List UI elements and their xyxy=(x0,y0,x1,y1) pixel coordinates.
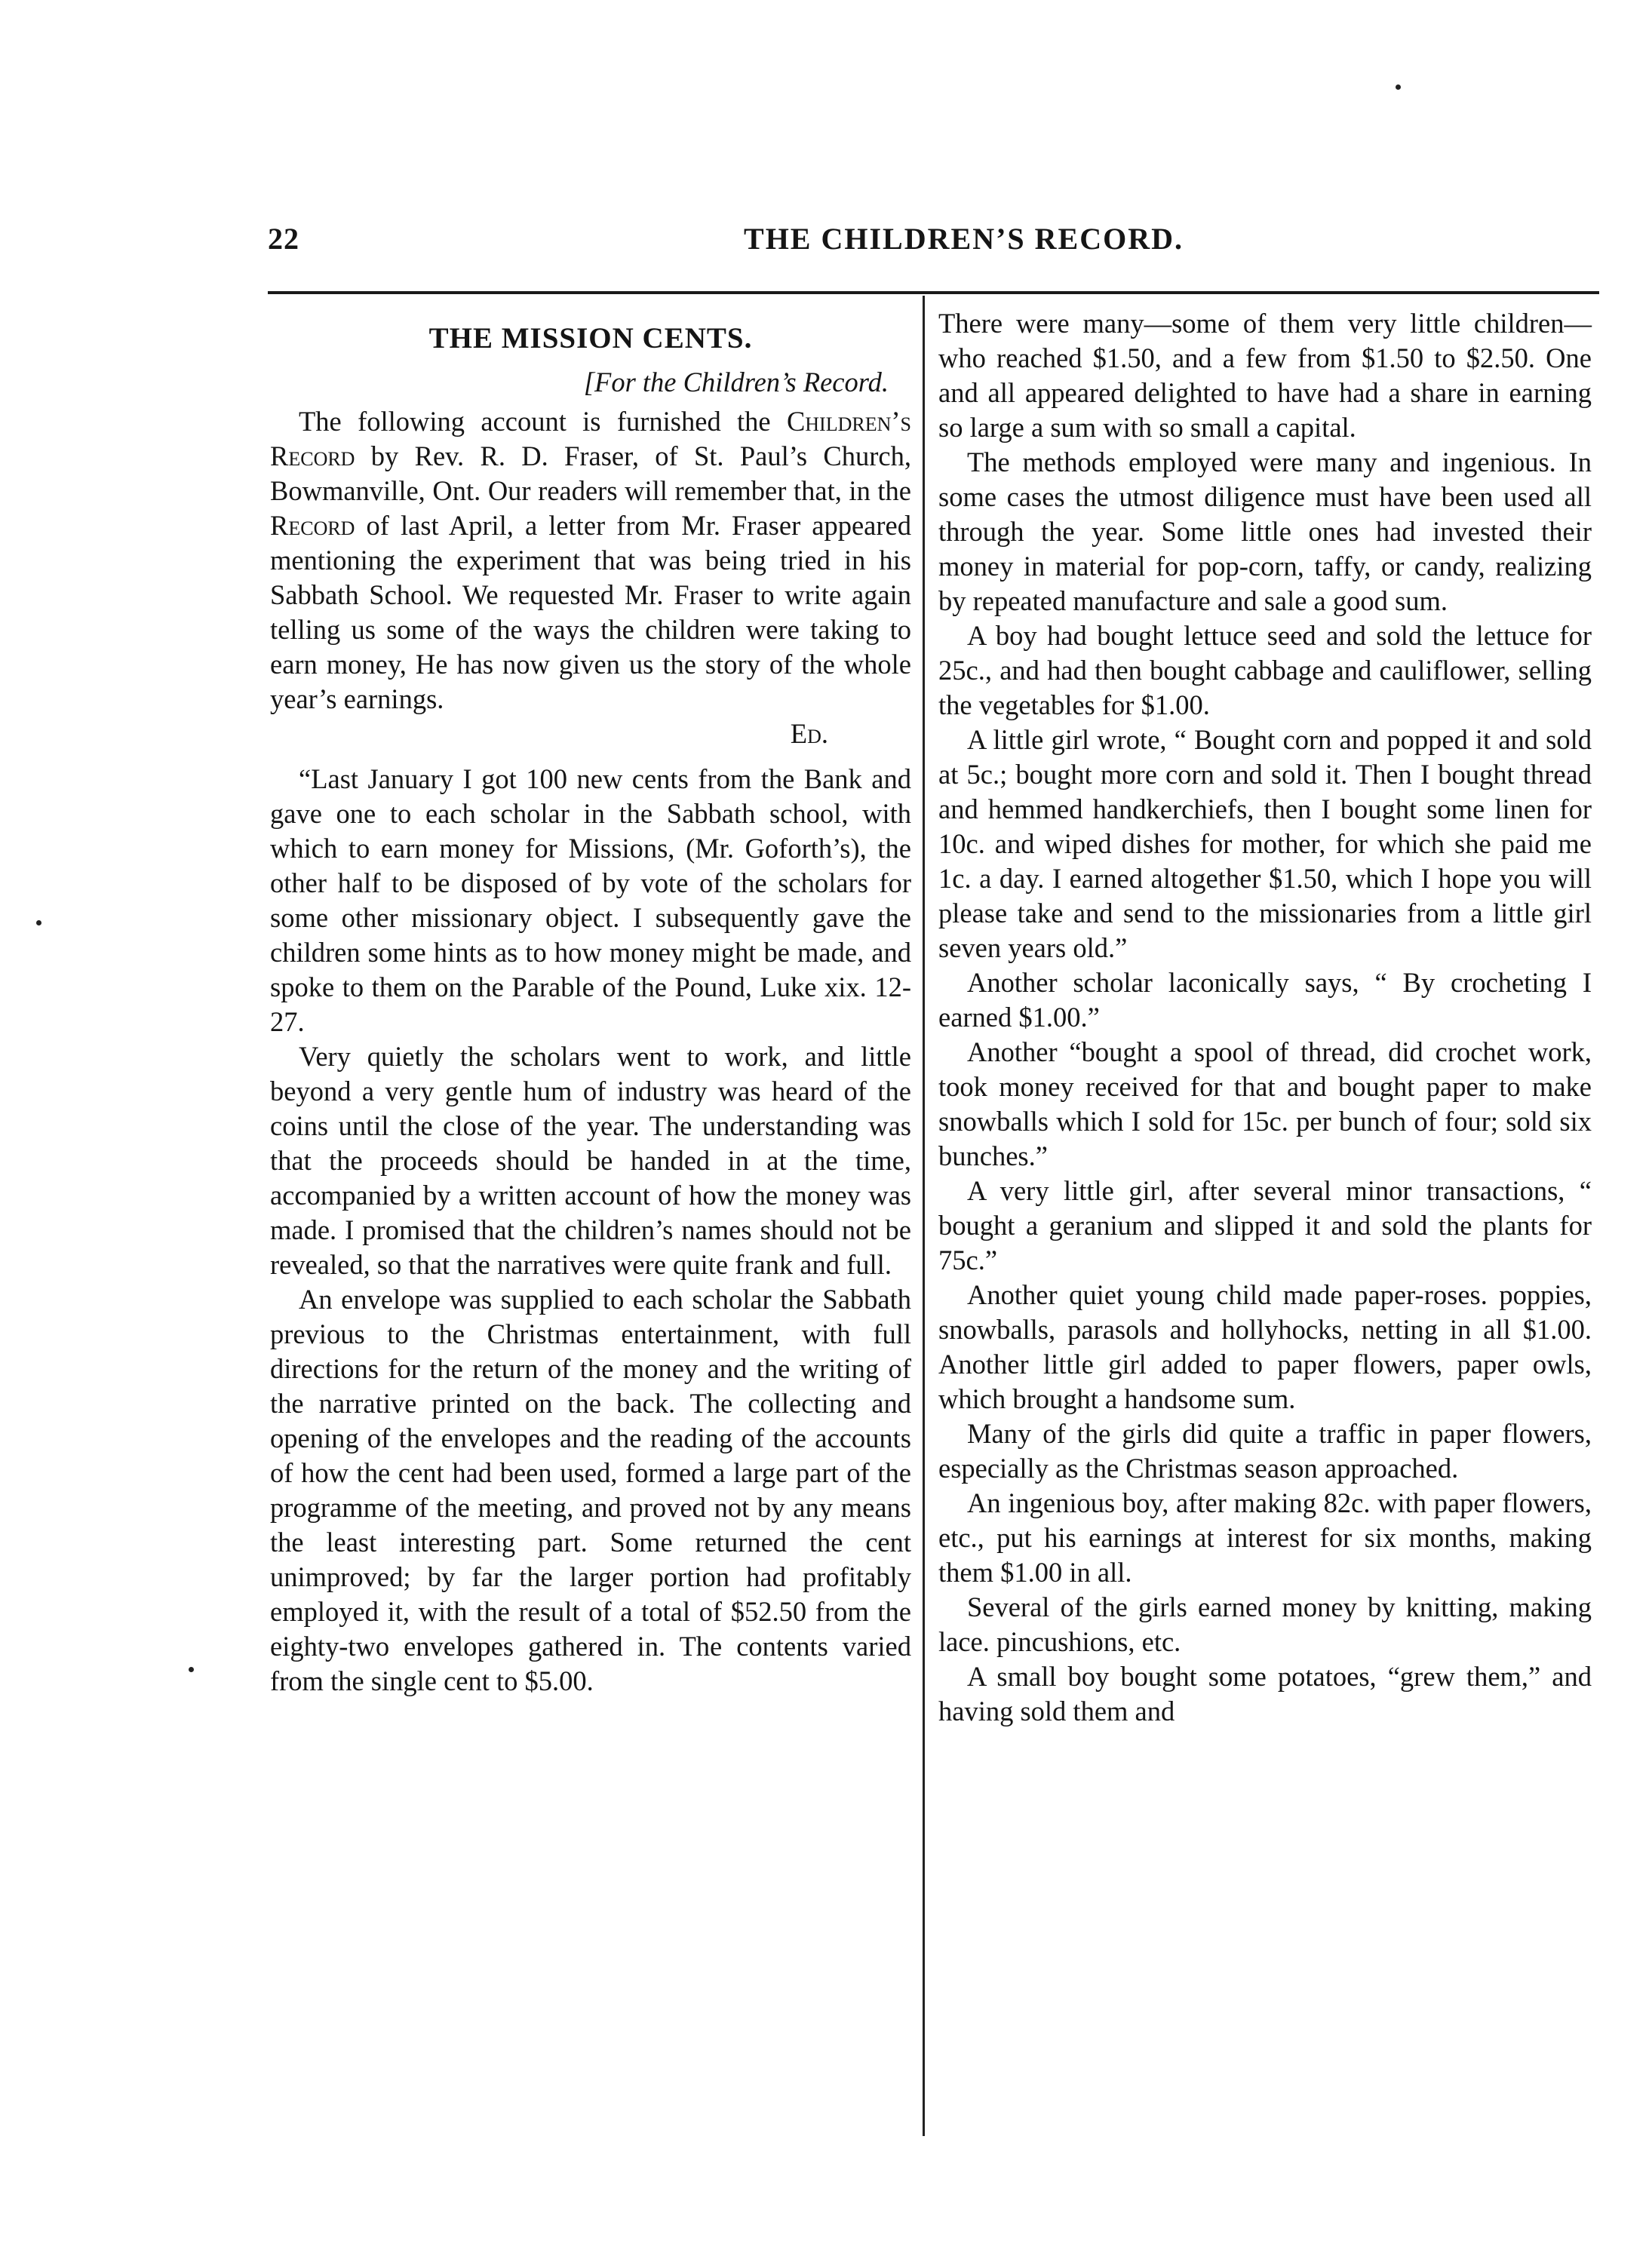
page-number: 22 xyxy=(268,222,299,256)
body-paragraph: A small boy bought some potatoes, “grew them,” and having sold them and xyxy=(938,1661,1592,1726)
intro-record-name: Record xyxy=(270,510,355,541)
right-column xyxy=(938,306,1592,1729)
intro-text-2: by Rev. R. D. Fraser, of St. Paul’s Church, Bowmanville, Ont. Our readers will remember that, in the xyxy=(270,440,911,506)
intro-text-1: The following account is furnished the xyxy=(299,406,787,437)
body-paragraph: “Last January I got 100 new cents from the Bank and gave one to each scholar in the Sabbath school, with which to earn money for Missions, (Mr. Goforth’s), the other half to be disposed of by vote of the scholars for some other missionary object. I subsequently gave the children some hints as to how money might be made, and spoke to them on the Parable of the Pound, Luke xix. 12-27. xyxy=(270,763,911,1037)
left-column xyxy=(270,306,911,1699)
body-paragraph: Several of the girls earned money by knitting, making lace. pincushions, etc. xyxy=(938,1591,1592,1657)
body-paragraph: A little girl wrote, “ Bought corn and popped it and sold at 5c.; bought more corn and sold it. Then I bought thread and hemmed handkerchiefs, then I bought some linen for 10c. and wiped dishes for mother, for which she paid me 1c. a day. I earned altogether $1.50, which I hope you will please take and send to the missionaries from a little girl seven years old.” xyxy=(938,724,1592,963)
body-paragraph: Many of the girls did quite a traffic in paper flowers, especially as the Christmas season approached. xyxy=(938,1418,1592,1484)
running-title: THE CHILDREN’S RECORD. xyxy=(744,222,1184,256)
editor-signature: Ed. xyxy=(790,718,828,749)
body-paragraph: Another “bought a spool of thread, did crochet work, took money received for that and bought paper to make snowballs which I sold for 15c. per bunch of four; sold six bunches.” xyxy=(938,1036,1592,1171)
article-title: THE MISSION CENTS. xyxy=(428,322,753,355)
page-header xyxy=(268,221,1599,266)
body-paragraph: There were many—some of them very little children—who reached $1.50, and a few from $1.50 to $2.50. One and all appeared delighted to have had a share in earning so large a sum with so small a capital. xyxy=(938,308,1592,443)
article-byline: [For the Children’s Record. xyxy=(583,367,889,397)
intro-text-3: of last April, a letter from Mr. Fraser appeared mentioning the experiment that was being tried in his Sabbath School. We requested Mr. Fraser to write again telling us some of the ways the children were taking to earn money, He has now given us the story of the whole year’s earnings. xyxy=(270,510,911,714)
ink-speck xyxy=(36,920,41,925)
ink-speck xyxy=(189,1667,194,1672)
body-paragraph: Another scholar laconically says, “ By crocheting I earned $1.00.” xyxy=(938,967,1592,1033)
body-paragraph: An ingenious boy, after making 82c. with paper flowers, etc., put his earnings at interest for six months, making them $1.00 in all. xyxy=(938,1487,1592,1588)
header-rule xyxy=(268,291,1599,294)
body-paragraph: The methods employed were many and ingenious. In some cases the utmost diligence must have been used all through the year. Some little ones had invested their money in material for pop-corn, taffy, or candy, realizing by repeated manufacture and sale a good sum. xyxy=(938,447,1592,616)
body-paragraph: Another quiet young child made paper-roses. poppies, snowballs, parasols and hollyhocks, netting in all $1.00. Another little girl added to paper flowers, paper owls, which brought a handsome sum. xyxy=(938,1279,1592,1414)
body-paragraph: A very little girl, after several minor transactions, “ bought a geranium and slipped it and sold the plants for 75c.” xyxy=(938,1175,1592,1275)
body-paragraph: Very quietly the scholars went to work, and little beyond a very gentle hum of industry was heard of the coins until the close of the year. The understanding was that the proceeds should be handed in at the time, accompanied by a written account of how the money was made. I promised that the children’s names should not be revealed, so that the narratives were quite frank and full. xyxy=(270,1041,911,1280)
body-paragraph: An envelope was supplied to each scholar the Sabbath previous to the Christmas entertainment, with full directions for the return of the money and the writing of the narrative printed on the back. The collecting and opening of the envelopes and the reading of the accounts of how the cent had been used, formed a large part of the programme of the meeting, and proved not by any means the least interesting part. Some returned the cent unimproved; by far the larger portion had profitably employed it, with the result of a total of $52.50 from the eighty-two envelopes gathered in. The contents varied from the single cent to $5.00. xyxy=(270,1284,911,1696)
ink-speck xyxy=(1396,84,1401,90)
intro-paragraph xyxy=(270,404,911,717)
column-divider xyxy=(923,296,925,2136)
body-paragraph: A boy had bought lettuce seed and sold the lettuce for 25c., and had then bought cabbage and cauliflower, selling the vegetables for $1.00. xyxy=(938,620,1592,720)
intro-publication-name: Children’s Record xyxy=(270,406,911,471)
